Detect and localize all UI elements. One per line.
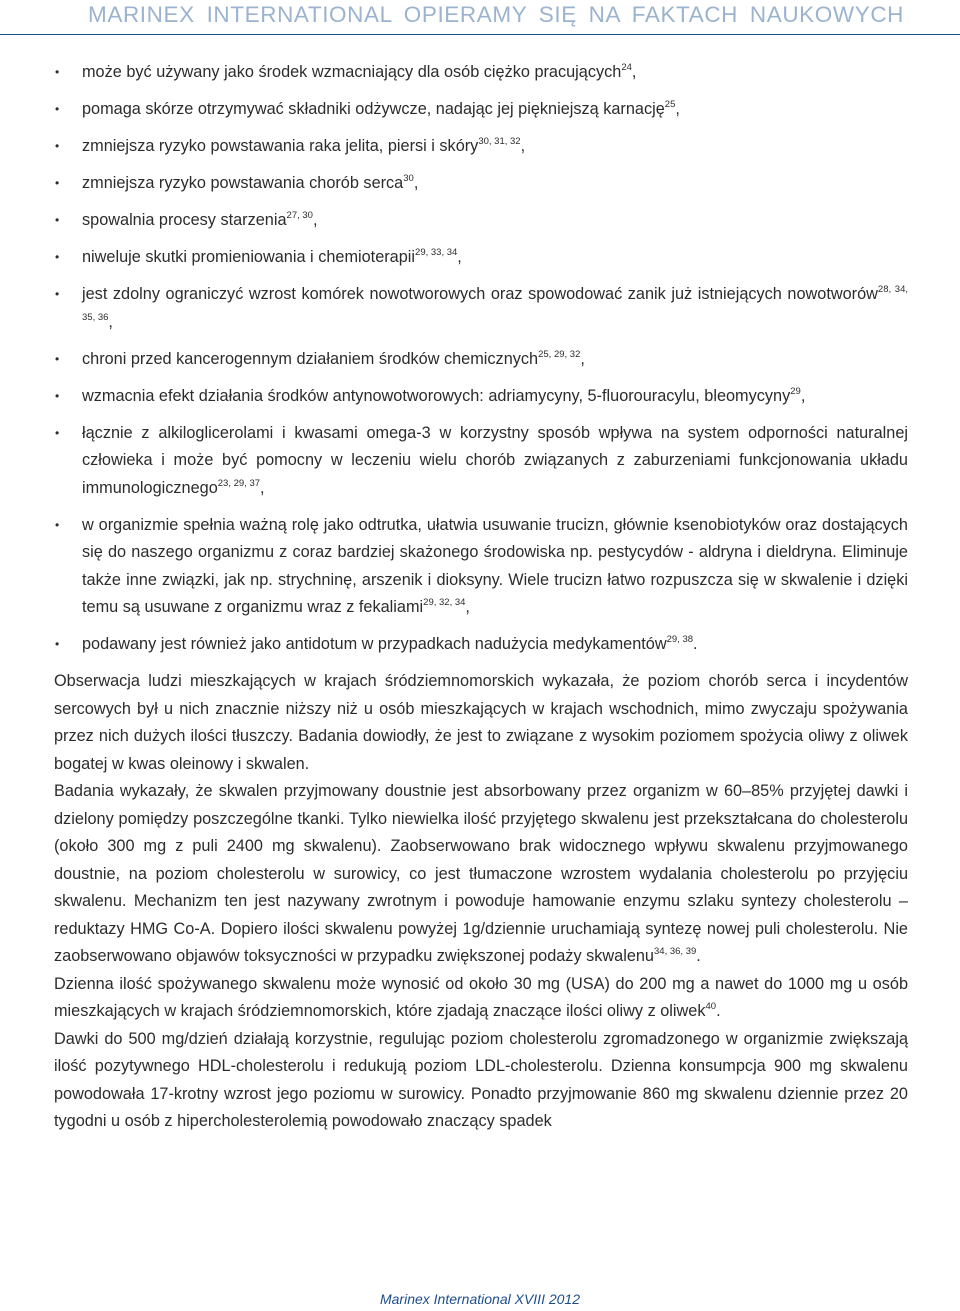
list-item	[54, 383, 908, 411]
paragraph-text: Dzienna ilość spożywanego skwalenu może wynosić od około 30 mg (USA) do 200 mg a nawet do 1000 mg u osób mieszkających w krajach śródziemnomorskich, które zjadają znaczące ilości oliwy z oliwek	[54, 974, 908, 1020]
list-item	[54, 244, 908, 272]
list-item	[54, 512, 908, 622]
paragraph-text: Obserwacja ludzi mieszkających w krajach śródziemnomorskich wykazała, że poziom chorób serca i incydentów sercowych był u nich znacznie niższy niż u osób mieszkających w krajach wschodnich, mimo zwyczaju spożywania przez nich dużych ilości tłuszczy. Badania dowiodły, że jest to związane z wysokim poziomem spożycia oliwy z oliwek bogatej w kwas oleinowy i skwalen.	[54, 672, 908, 773]
page-content	[54, 59, 908, 1136]
list-item-tail: ,	[413, 174, 419, 192]
paragraph-text: Badania wykazały, że skwalen przyjmowany doustnie jest absorbowany przez organizm w 60–85% przyjętej dawki i dzielony pomiędzy poszczególne tkanki. Tylko niewielka ilość przyjętego skwalenu jest przekształcana do cholesterolu (około 300 mg z puli 2400 mg skwalenu). Zaobserwowano brak widocznego wpływu skwalenu przyjmowanego doustnie, na poziom cholesterolu w surowicy, co jest tłumaczone wzrostem wydalania cholesterolu po przyjęciu skwalenu. Mechanizm ten jest nazywany zwrotnym i powoduje hamowanie enzymu szlaku syntezy cholesterolu – reduktazy HMG Co-A. Dopiero ilości skwalenu powyżej 1g/dziennie uruchamiają syntezę nowej puli cholesterolu. Nie zaobserwowano objawów toksyczności w przypadku zwiększonej podaży skwalenu	[54, 782, 908, 965]
header-title: MARINEX INTERNATIONAL OPIERAMY SIĘ NA FAKTACH NAUKOWYCH	[88, 2, 905, 27]
list-item-text: spowalnia procesy starzenia	[82, 211, 287, 229]
list-item-text: może być używany jako środek wzmacniający dla osób ciężko pracujących	[82, 63, 622, 81]
list-item-text: w organizmie spełnia ważną rolę jako odtrutka, ułatwia usuwanie trucizn, głównie ksenobiotyków oraz dostających się do naszego organizmu z coraz bardziej skażonego środowiska np. pestycydów - aldryna i dieldryna. Eliminuje także inne związki, jak np. strychninę, arszenik i dioksyny. Wiele trucizn łatwo rozpuszcza się w skwalenie i dzięki temu są usuwane z organizmu wraz z fekaliami	[82, 515, 908, 616]
citation: 30, 31, 32	[478, 135, 521, 147]
paragraph-dosage	[54, 1026, 908, 1136]
bullet-dot-icon: •	[55, 425, 60, 440]
list-item-tail: ,	[631, 63, 637, 81]
list-item	[54, 207, 908, 235]
bullet-dot-icon: •	[55, 250, 60, 264]
list-item-tail: ,	[520, 137, 526, 155]
citation: 29, 32, 34	[423, 596, 466, 608]
bullet-dot-icon: •	[55, 65, 60, 79]
citation: 25	[664, 98, 676, 110]
bullet-dot-icon: •	[55, 213, 60, 227]
citation: 25, 29, 32	[538, 348, 581, 360]
page-header	[0, 0, 960, 35]
paragraph-text: Dawki do 500 mg/dzień działają korzystnie, regulując poziom cholesterolu zgromadzonego w organizmie zwiększają ilość pozytywnego HDL-cholesterolu i redukują poziom LDL-cholesterolu. Dzienna konsumpcja 900 mg skwalenu powodowała 17-krotny wzrost jego poziomu w surowicy. Ponadto przyjmowanie 860 mg skwalenu dziennie przez 20 tygodni u osób z hipercholesterolemią powodowało znaczący spadek	[54, 1029, 908, 1130]
bullet-dot-icon: •	[55, 287, 60, 301]
list-item-tail: ,	[457, 248, 462, 266]
list-item-tail: ,	[580, 349, 585, 368]
list-item-tail: ,	[800, 386, 806, 405]
paragraph-absorption	[54, 778, 908, 971]
list-item-text: podawany jest również jako antidotum w przypadkach nadużycia medykamentów	[82, 635, 667, 653]
bullet-dot-icon: •	[55, 388, 60, 403]
paragraph-mediterranean	[54, 668, 908, 778]
paragraph-tail: .	[716, 1002, 721, 1020]
list-item-text: niweluje skutki promieniowania i chemioterapii	[82, 248, 416, 266]
citation: 34, 36, 39	[654, 945, 697, 957]
list-item	[54, 133, 908, 161]
citation: 30	[403, 172, 414, 184]
list-item	[54, 420, 908, 503]
bullet-dot-icon: •	[55, 139, 60, 153]
list-item-text: łącznie z alkiloglicerolami i kwasami omega-3 w korzystny sposób wpływa na system odporności naturalnej człowieka i może być pomocny w leczeniu wielu chorób związanych z zaburzeniami funkcjonowania układu immunologicznego	[82, 423, 908, 497]
list-item-tail: ,	[260, 478, 265, 497]
list-item	[54, 96, 908, 124]
list-item	[54, 59, 908, 87]
citation: 24	[621, 61, 632, 73]
list-item	[54, 631, 908, 659]
citation: 27, 30	[286, 209, 313, 221]
citation: 29, 38	[666, 633, 694, 645]
list-item-text: wzmacnia efekt działania środków antynowotworowych: adriamycyny, 5-fluorouracylu, bleomycyny	[82, 386, 791, 405]
list-item-text: pomaga skórze otrzymywać składniki odżywcze, nadając jej piękniejszą karnację	[82, 100, 665, 118]
list-item-text: chroni przed kancerogennym działaniem środków chemicznych	[82, 349, 539, 368]
page-footer: Marinex International XVIII 2012	[379, 1291, 580, 1307]
bullet-dot-icon: •	[55, 176, 60, 190]
list-item	[54, 170, 908, 198]
list-item-text: jest zdolny ograniczyć wzrost komórek nowotworowych oraz spowodować zanik już istniejących nowotworów	[82, 285, 878, 303]
list-item-text: zmniejsza ryzyko powstawania chorób serca	[82, 174, 404, 192]
list-item-tail: .	[693, 635, 698, 653]
list-item	[54, 281, 908, 336]
list-item-tail: ,	[108, 312, 113, 331]
bullet-dot-icon: •	[55, 517, 60, 532]
citation: 40	[705, 1000, 717, 1012]
citation: 28, 34, 35, 36	[82, 283, 908, 323]
bullet-dot-icon: •	[55, 102, 60, 116]
citation: 29	[790, 385, 801, 397]
citation: 29, 33, 34	[415, 246, 458, 258]
benefits-list	[54, 59, 908, 659]
list-item-tail: ,	[675, 100, 680, 118]
bullet-dot-icon: •	[55, 351, 60, 366]
list-item-tail: ,	[465, 598, 470, 616]
list-item-text: zmniejsza ryzyko powstawania raka jelita, piersi i skóry	[82, 137, 479, 155]
paragraph-tail: .	[696, 947, 701, 965]
list-item	[54, 346, 908, 374]
citation: 23, 29, 37	[217, 477, 261, 489]
list-item-tail: ,	[312, 211, 318, 229]
paragraph-daily-intake	[54, 971, 908, 1026]
bullet-dot-icon: •	[55, 637, 60, 651]
